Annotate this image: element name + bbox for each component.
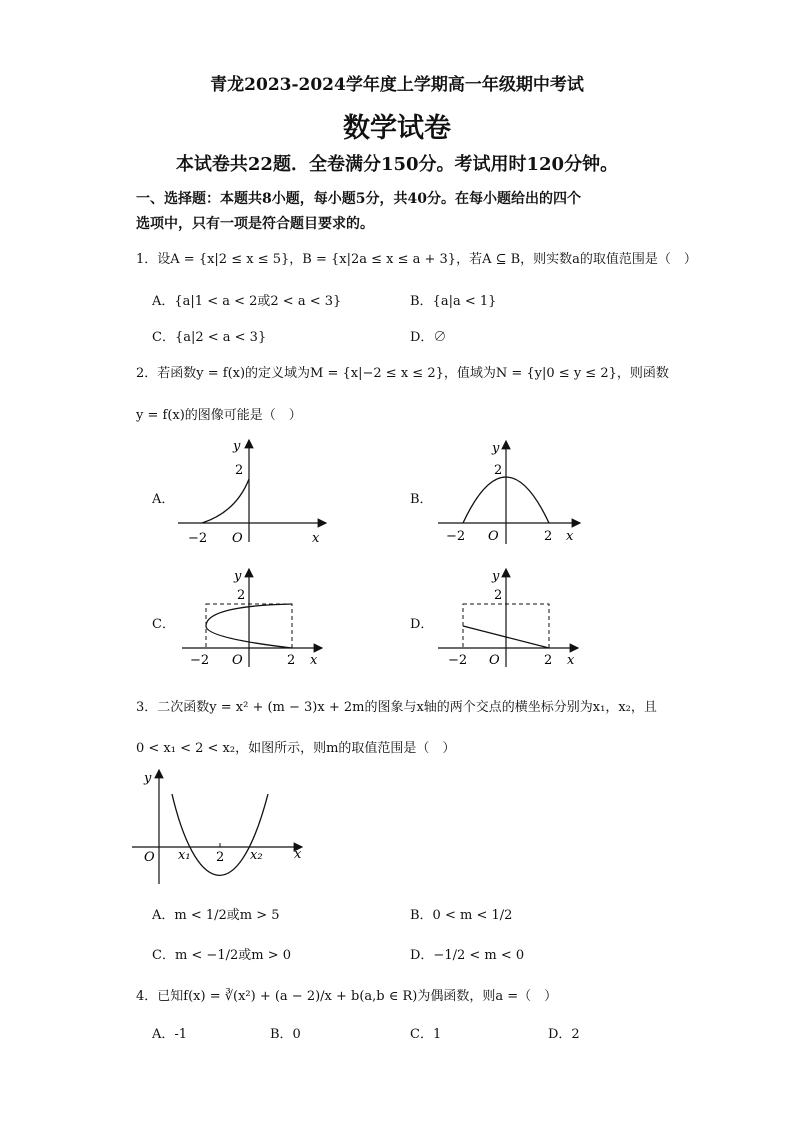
question-2-option-d: D． — [410, 617, 434, 632]
tick-2: 2 — [494, 463, 503, 478]
section-heading-line1: 一、选择题：本题共8小题，每小题5分，共40分。在每小题给出的四个 — [136, 191, 581, 207]
question-4-stem: 4．已知f(x) = ∛(x²) + (a − 2)/x + b(a,b ∈ R)为偶函数，则a =（ ） — [136, 989, 558, 1004]
question-3-graph — [128, 764, 308, 888]
tick-neg2: −2 — [190, 653, 210, 668]
question-3-stem-line1: 3．二次函数y = x² + (m − 3)x + 2m的图象与x轴的两个交点的横坐标分别为x₁，x₂，且 — [136, 700, 657, 715]
exam-subject-title: 数学试卷 — [343, 113, 451, 144]
question-1-option-b: B．{a|a < 1} — [410, 294, 497, 309]
question-3-option-d: D．−1/2 < m < 0 — [410, 948, 525, 963]
question-3-option-a: A．m < 1/2或m > 5 — [152, 908, 280, 923]
question-4-option-a: A．-1 — [152, 1027, 188, 1042]
tick-2-x: 2 — [287, 653, 296, 668]
section-heading-line2: 选项中，只有一项是符合题目要求的。 — [136, 216, 374, 232]
y-label: y — [492, 569, 500, 584]
question-3-option-b: B．0 < m < 1/2 — [410, 908, 513, 923]
origin-label: O — [144, 850, 155, 865]
y-label: y — [234, 569, 242, 584]
tick-2-x: 2 — [544, 529, 553, 544]
exam-header-title: 青龙2023-2024学年度上学期高一年级期中考试 — [210, 75, 584, 95]
question-1-stem: 1．设A = {x|2 ≤ x ≤ 5}，B = {x|2a ≤ x ≤ a + 3}，若A ⊆ B，则实数a的取值范围是（ ） — [136, 252, 697, 267]
question-2-graph-b — [430, 436, 590, 550]
x1-label: x₁ — [178, 848, 191, 863]
exam-instructions: 本试卷共22题．全卷满分150分。考试用时120分钟。 — [175, 154, 619, 175]
question-2-option-a: A． — [152, 492, 175, 507]
tick-2-x: 2 — [544, 653, 553, 668]
question-2-stem-line1: 2．若函数y = f(x)的定义域为M = {x|−2 ≤ x ≤ 2}，值域为N = {y|0 ≤ y ≤ 2}，则函数 — [136, 366, 669, 381]
x-label: x — [566, 529, 574, 544]
question-3-option-c: C．m < −1/2或m > 0 — [152, 948, 292, 963]
y-label: y — [144, 771, 152, 786]
tick-2: 2 — [237, 588, 246, 603]
question-1-option-a: A．{a|1 < a < 2或2 < a < 3} — [152, 294, 342, 309]
question-1-option-d: D．∅ — [410, 330, 447, 345]
question-2-option-b: B． — [410, 492, 433, 507]
y-label: y — [492, 441, 500, 456]
curve — [202, 479, 249, 523]
x-label: x — [294, 847, 302, 862]
tick-2: 2 — [235, 463, 244, 478]
tick-2: 2 — [494, 588, 503, 603]
x2-label: x₂ — [250, 848, 263, 863]
question-4-option-b: B．0 — [270, 1027, 301, 1042]
question-4-option-c: C．1 — [410, 1027, 442, 1042]
question-1-option-c: C．{a|2 < a < 3} — [152, 330, 267, 345]
origin-label: O — [488, 529, 499, 544]
question-2-graph-c — [176, 564, 336, 670]
x-label: x — [567, 653, 575, 668]
question-2-option-c: C． — [152, 617, 175, 632]
question-4-option-d: D．2 — [548, 1027, 580, 1042]
origin-label: O — [489, 653, 500, 668]
tick-neg2: −2 — [188, 531, 208, 546]
origin-label: O — [232, 531, 243, 546]
question-2-graph-a — [170, 432, 340, 550]
question-2-graph-d — [432, 564, 592, 670]
question-3-stem-line2: 0 < x₁ < 2 < x₂，如图所示，则m的取值范围是（ ） — [136, 741, 456, 756]
tick-2: 2 — [216, 850, 225, 865]
x-label: x — [312, 531, 320, 546]
origin-label: O — [232, 653, 243, 668]
question-2-stem-line2: y = f(x)的图像可能是（ ） — [136, 408, 302, 423]
y-label: y — [233, 439, 241, 454]
tick-neg2: −2 — [448, 653, 468, 668]
x-label: x — [310, 653, 318, 668]
tick-neg2: −2 — [446, 529, 466, 544]
